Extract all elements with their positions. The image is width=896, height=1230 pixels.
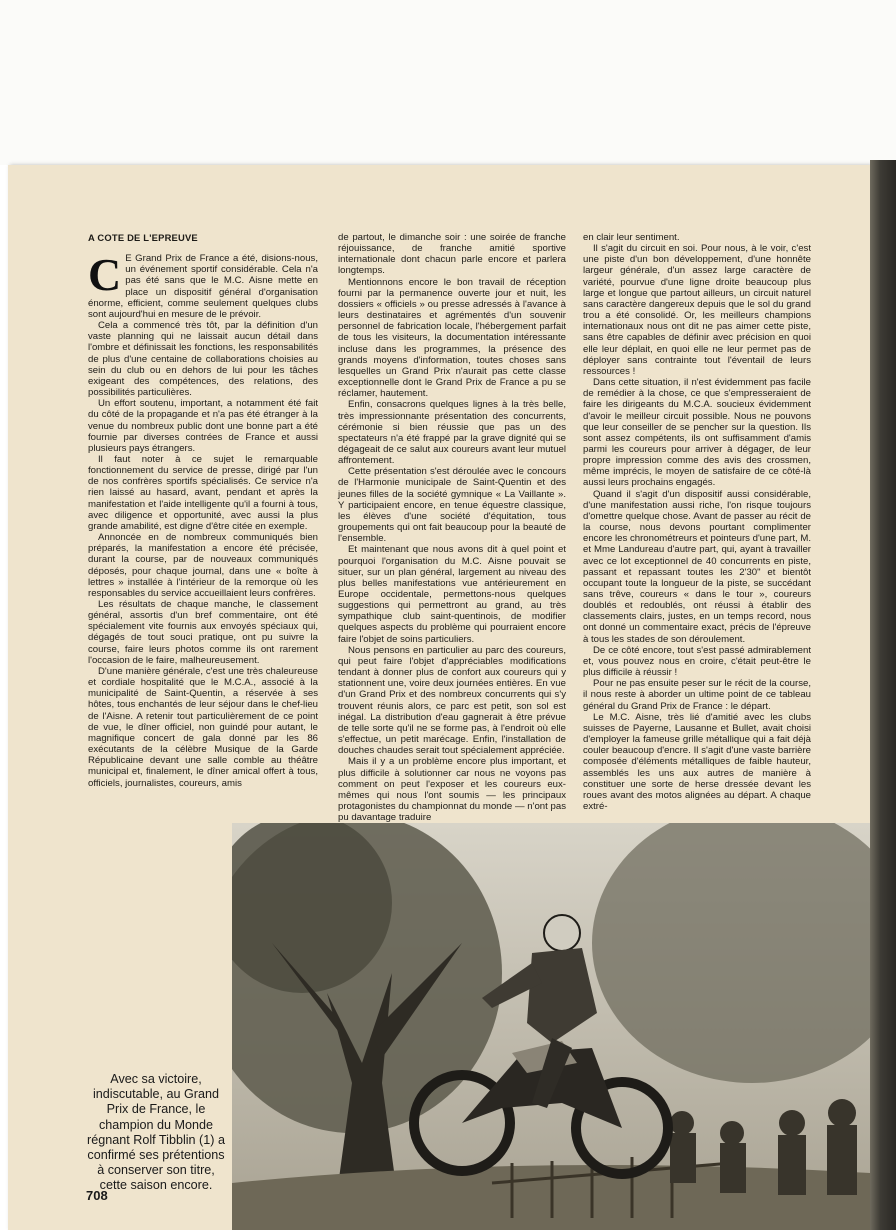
article-column-1: [88, 232, 318, 789]
adjacent-page-edge: [870, 160, 896, 1230]
drop-cap: C: [88, 249, 122, 301]
paragraph: E Grand Prix de France a été, disions-nous, un événement sportif considérable. Cela n'a pas été sans que le M.C. Aisne mette en place un dispositif général d'organisation énorme, efficient, comme seulement quelques clubs sont aujourd'hui en mesure de le prévoir.: [88, 253, 318, 320]
paragraph: Il s'agit du circuit en soi. Pour nous, à le voir, c'est une piste d'un bon développement, d'une honnête largeur générale, d'un assez large caractère de variété, pourvue d'une ligne droite beaucoup plus large et longue que partout ailleurs, un circuit naturel sans caractère dangereux depuis que le sol du grand trou a été consolidé. Or, les meilleurs champions internationaux nous ont dit ne pas aimer cette piste, sans être capables de définir avec précision en quoi elle leur déplait, en quoi elle ne leur permet pas de déployer sans contrainte tout l'éventail de leurs ressources !: [583, 243, 811, 377]
paragraph: Dans cette situation, il n'est évidemment pas facile de remédier à la chose, ce que s'empresseraient de faire les dirigeants du M.C.A. soucieux évidemment d'avoir le meilleur circuit possible. Nous ne pouvons que leur conseiller de se pencher sur la question. Ils sont assez compétents, ils ont suffisamment d'amis parmi les coureurs pour arriver à dégager, de leur propre impression comme des avis des crossmen, même imprécis, le moyen de satisfaire de ce côté-là aussi leurs prochains engagés.: [583, 377, 811, 489]
paragraph: De ce côté encore, tout s'est passé admirablement et, vous pouvez nous en croire, c'était peut-être le plus difficile à réussir !: [583, 644, 811, 679]
paragraph: Mentionnons encore le bon travail de réception fourni par la permanence ouverte jour et nuit, les dossiers « officiels » ou presse adressés à l'avance à leurs destinataires et agrémentés d'un souvenir personnel de fabrication locale, l'hébergement parfait de tous les visiteurs, la documentation intéressante incluse dans les programmes, la présence des grands moyens d'information, toutes choses sans lesquelles un Grand Prix n'aurait pas cette classe exceptionnelle dont le Grand Prix de France a pu se réclamer, hautement.: [338, 276, 566, 400]
paragraph: D'une manière générale, c'est une très chaleureuse et cordiale hospitalité que le M.C.A., associé à la municipalité de Saint-Quentin, a réservée à ses hôtes, tous enchantés de leur séjour dans le chef-lieu de l'Aisne. A retenir tout particulièrement de ce point de vue, le dîner officiel, non guindé pour autant, le magnifique concert de gala donné par les 86 exécutants de la célèbre Musique de la Garde Républicaine devant une salle comble au théâtre municipal et, finalement, le dîner amical offert à tous, officiels, journalistes, coureurs, amis: [88, 665, 318, 789]
photo-illustration: [232, 823, 870, 1230]
article-column-2: [338, 232, 566, 823]
article-column-3: [583, 232, 811, 812]
paragraph: Nous pensons en particulier au parc des coureurs, qui peut faire l'objet d'appréciables modifications tendant à donner plus de confort aux coureurs qui y stationnent une, voire deux journées entières. En vue d'un Grand Prix et des nombreux concurrents qui s'y trouvent réunis alors, ce parc est petit, son sol est inégal. La distribution d'eau gagnerait à être prévue de telle sorte qu'il ne se forme pas, à l'endroit où elle s'effectue, un petit marécage. Enfin, l'installation de douches chaudes serait tout spécialement appréciée.: [338, 644, 566, 757]
paragraph: Et maintenant que nous avons dit à quel point et pourquoi l'organisation du M.C. Aisne pouvait se situer, sur un plan général, largement au niveau des plus belles manifestations vue antérieurement en Europe occidentale, permettons-nous quelques suggestions qui permettront au grand, au très sympathique club saint-quentinois, de modifier quelques aspects du problème qui pourraient encore faire l'objet de soins particuliers.: [338, 544, 566, 645]
paragraph: Mais il y a un problème encore plus important, et plus difficile à solutionner car nous ne voyons pas comment on peut l'exposer et les coureurs eux-mêmes qui nous l'ont soumis — les principaux protagonistes du championnat du monde — n'ont pas pu davantage traduire: [338, 756, 566, 824]
paragraph: Cela a commencé très tôt, par la définition d'un vaste planning qui ne laissait aucun détail dans l'ombre et définissait les fonctions, les responsabilités de plus d'une centaine de collaborations choisies au sein du club ou en dehors de lui pour les tâches exigeant des compétences, des relations, des possibilités particulières.: [88, 320, 318, 399]
paragraph: Quand il s'agit d'un dispositif aussi considérable, d'une manifestation aussi riche, l'on risque toujours d'omettre quelque chose. Avant de passer au récit de la course, nous devons pourtant complimenter encore les chronométreurs et pointeurs d'une part, M. et Mme Landureau d'autre part, qui, ayant à travailler avec ce lot exceptionnel de 40 concurrents en piste, passant et repassant toutes les 2'30" et bientôt occupant toute la longueur de la piste, se succédant sans trêve, coureurs « dans le tour », coureurs doublés et redoublés, ont réussi à établir des classements clairs, justes, en un temps record, nous ont donné un commentaire exact, précis de l'épreuve à tous les stades de son déroulement.: [583, 488, 811, 645]
paragraph: en clair leur sentiment.: [583, 232, 680, 243]
article-heading: A COTE DE L'EPREUVE: [88, 232, 198, 243]
paragraph: Pour ne pas ensuite peser sur le récit de la course, il nous reste à aborder un ultime point de ce tableau général du Grand Prix de France : le départ.: [583, 678, 811, 712]
scan-background: [0, 0, 896, 165]
paragraph: Le M.C. Aisne, très lié d'amitié avec les clubs suisses de Payerne, Lausanne et Bullet, avait choisi d'employer la fameuse grille métallique qui a fait déjà couler beaucoup d'encre. Il s'agit d'une vaste barrière composée d'éléments métalliques de faible hauteur, assemblés les uns aux autres de manière à constituer une sorte de herse dressée devant les roues avant des motos alignées au départ. A chaque extré-: [583, 711, 811, 812]
paragraph: de partout, le dimanche soir : une soirée de franche réjouissance, de franche amitié sportive internationale dont chacun parle encore et parlera longtemps.: [338, 232, 566, 277]
photo-caption: Avec sa victoire, indiscutable, au Grand Prix de France, le champion du Monde régnant Rolf Tibblin (1) a confirmé ses prétentions à conserver son titre, cette saison encore.: [87, 1072, 225, 1193]
paragraph: Les résultats de chaque manche, le classement général, assortis d'un bref commentaire, ont été spécialement vite fournis aux envoyés spéciaux qui, dégagés de tout souci pratique, ont pu suivre la course, faire leurs photos comme ils ont rarement l'occasion de le faire, malheureusement.: [88, 599, 318, 666]
paragraph: Il faut noter à ce sujet le remarquable fonctionnement du service de presse, dirigé par l'un de nos confrères sportifs spécialisés. Ce service n'a rien laissé au hasard, avant, pendant et après la manifestation et l'aide intelligente qu'il a fourni à tous, avec diligence et opportunité, avec aussi la plus grande amabilité, est digne d'être citée en exemple.: [88, 453, 318, 532]
page-number: 708: [86, 1188, 108, 1203]
paragraph: Un effort soutenu, important, a notamment été fait du côté de la propagande et n'a pas été étranger à la venue du nombreux public dont une bonne part a été fournie par diverses contrées de France et aussi plusieurs pays étrangers.: [88, 398, 318, 454]
paragraph: Enfin, consacrons quelques lignes à la très belle, très impressionnante présentation des concurrents, cérémonie si bien réussie que pas un des spectateurs n'a été frappé par la grave dignité qui se dégageait de ce salut aux coureurs avant leur mutuel affrontement.: [338, 399, 566, 467]
paragraph: Cette présentation s'est déroulée avec le concours de l'Harmonie municipale de Saint-Quentin et des jeunes filles de la société gymnique « La Vaillante ». Y participaient encore, en tenue équestre classique, les élèves d'une société d'équitation, tous groupements qui ont fait beaucoup pour la beauté de l'ensemble.: [338, 466, 566, 545]
motocross-photo: [232, 823, 870, 1230]
paragraph: Annoncée en de nombreux communiqués bien préparés, la manifestation a encore été précisée, durant la course, par de nouveaux communiqués déposés, pour chaque journal, dans une « boîte à lettres » installée à l'intérieur de la remorque où les responsables du service accueillaient leurs confrères.: [88, 532, 318, 599]
